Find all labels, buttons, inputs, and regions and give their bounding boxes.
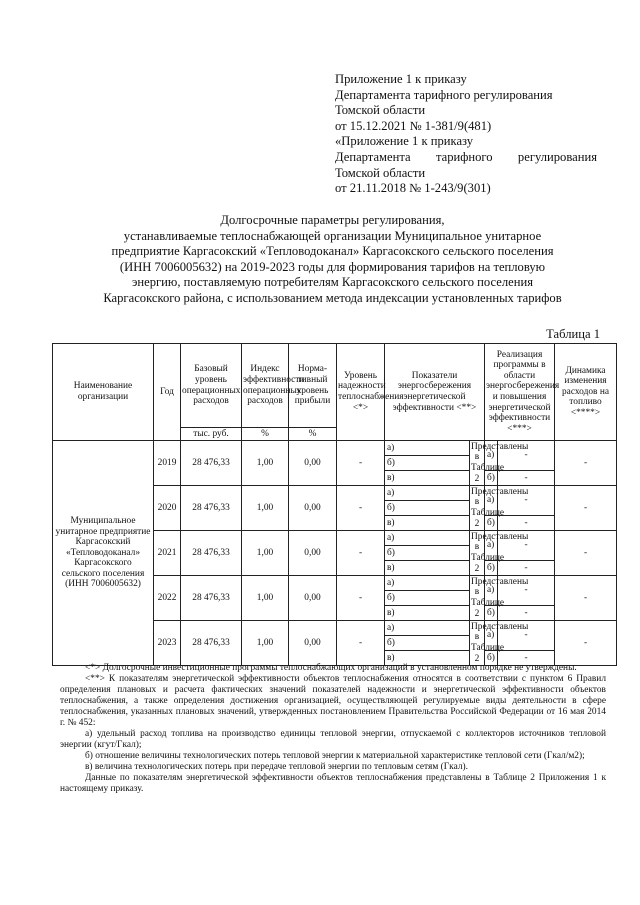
year-cell: 2022 [154, 576, 181, 621]
base-cost-cell: 28 476,33 [181, 486, 242, 531]
document-title [60, 213, 605, 307]
header-cell: Реализация программы в области энергосбережения и повышения энергетической эффективности <***> [485, 344, 555, 441]
header-cell: Уровень надежности теплоснабжения <*> [337, 344, 385, 441]
appendix-header [335, 72, 597, 197]
program-label-cell: б) [485, 561, 498, 576]
footnote: в) величина технологических потерь при передаче тепловой энергии по тепловым сетям (Гкал). [85, 762, 468, 772]
program-value-cell: - [498, 486, 555, 516]
sub-label-cell: а) [385, 576, 470, 591]
header-row [53, 344, 617, 428]
table-body [53, 344, 617, 666]
footnote: Данные по показателям энергетической эффективности объектов теплоснабжения представлены в Таблице 2 Приложения 1 к настоящему приказу. [60, 773, 606, 794]
index-cell: 1,00 [242, 486, 289, 531]
profit-cell: 0,00 [289, 486, 337, 531]
header-cell: Показатели энергосбережения энергетической эффективности <**> [385, 344, 485, 441]
sub-label-cell: б) [385, 636, 470, 651]
footnote: а) удельный расход топлива на производство единицы тепловой энергии, отпускаемой с коллекторов источников тепловой энергии (кгут/Гкал); [60, 729, 606, 750]
fuel-cell: - [555, 486, 617, 531]
reliability-cell: - [337, 486, 385, 531]
program-label-cell: а) [485, 531, 498, 561]
reliability-cell: - [337, 621, 385, 666]
appendix-line: Приложение 1 к приказу [335, 72, 467, 86]
title-line: (ИНН 7006005632) на 2019-2023 годы для формирования тарифов на тепловую [119, 259, 546, 274]
title-line: Долгосрочные параметры регулирования, [220, 213, 445, 227]
program-value-cell: - [498, 516, 555, 531]
header-cell: Базовый уровень операционных расходов [181, 344, 242, 428]
index-cell: 1,00 [242, 531, 289, 576]
sub-label-cell: б) [385, 456, 470, 471]
program-value-cell: - [498, 606, 555, 621]
program-label-cell: а) [485, 621, 498, 651]
unit-cell: тыс. руб. [181, 428, 242, 441]
header-cell: Динамика изменения расходов на топливо <****> [555, 344, 617, 441]
profit-cell: 0,00 [289, 531, 337, 576]
table-label: Таблица 1 [546, 327, 600, 341]
program-value-cell: - [498, 576, 555, 606]
appendix-line: Томской области [335, 165, 426, 180]
appendix-line: Томской области [335, 103, 426, 118]
sub-label-cell: б) [385, 501, 470, 516]
sub-label-cell: в) [385, 516, 470, 531]
program-value-cell: - [498, 531, 555, 561]
appendix-line: «Приложение 1 к приказу [335, 134, 474, 149]
energy-cell: Представлены в Таблице 2 [471, 621, 529, 664]
program-label-cell: б) [485, 651, 498, 666]
sub-label-cell: в) [385, 651, 470, 666]
program-value-cell: - [498, 621, 555, 651]
sub-label-cell: а) [385, 486, 470, 501]
energy-cell: Представлены в Таблице 2 [471, 441, 529, 484]
table-row [53, 441, 617, 456]
program-value-cell: - [498, 441, 555, 471]
program-label-cell: б) [485, 516, 498, 531]
program-value-cell: - [498, 561, 555, 576]
profit-cell: 0,00 [289, 576, 337, 621]
unit-cell: % [242, 428, 289, 441]
fuel-cell: - [555, 531, 617, 576]
base-cost-cell: 28 476,33 [181, 441, 242, 486]
program-label-cell: а) [485, 576, 498, 606]
header-cell: Норма-тивный уровень прибыли [289, 344, 337, 428]
footnote: <*> Долгосрочные инвестиционные программы теплоснабжающих организаций в установленном порядке не утверждены. [85, 663, 577, 673]
index-cell: 1,00 [242, 621, 289, 666]
program-label-cell: б) [485, 606, 498, 621]
appendix-line: Департамента тарифного регулирования [335, 149, 597, 164]
title-line: Каргасокского района, с использованием метода индексации установленных тарифов [103, 290, 562, 305]
profit-cell: 0,00 [289, 441, 337, 486]
program-label-cell: а) [485, 441, 498, 471]
fuel-cell: - [555, 441, 617, 486]
sub-label-cell: б) [385, 546, 470, 561]
title-line: устанавливаемые теплоснабжающей организации Муниципальное унитарное [123, 228, 542, 243]
appendix-line: от 15.12.2021 № 1-381/9(481) [335, 118, 492, 133]
fuel-cell: - [555, 621, 617, 666]
title-line: энергию, поставляемую потребителям Каргасокского сельского поселения [131, 275, 534, 290]
title-line: предприятие Каргасокский «Тепловодоканал» Каргасокского сельского поселения [111, 244, 554, 259]
sub-label-cell: а) [385, 441, 470, 456]
appendix-line: от 21.11.2018 № 1-243/9(301) [335, 181, 491, 196]
sub-label-cell: в) [385, 606, 470, 621]
sub-label-cell: б) [385, 591, 470, 606]
year-cell: 2019 [154, 441, 181, 486]
profit-cell: 0,00 [289, 621, 337, 666]
base-cost-cell: 28 476,33 [181, 621, 242, 666]
energy-cell: Представлены в Таблице 2 [471, 576, 529, 619]
program-label-cell: б) [485, 471, 498, 486]
header-cell: Год [154, 344, 181, 441]
base-cost-cell: 28 476,33 [181, 531, 242, 576]
footnote: <**> К показателям энергетической эффективности объектов теплоснабжения относятся в соответствии с пунктом 6 Правил определения плановых и расчета фактических значений показателей надежности и энергетической эффективности объектов теплоснабжения, а также определения достижения организацией, осуществляющей регулируемые виды деятельности в сфере теплоснабжения, указанных плановых значений, утвержденных постановлением Правительства Российской Федерации от 16 мая 2014 г. № 452: [60, 674, 606, 728]
energy-cell: Представлены в Таблице 2 [471, 486, 529, 529]
sub-label-cell: в) [385, 471, 470, 486]
sub-label-cell: а) [385, 621, 470, 636]
program-value-cell: - [498, 651, 555, 666]
parameters-table [52, 343, 617, 666]
reliability-cell: - [337, 441, 385, 486]
unit-cell: % [289, 428, 337, 441]
fuel-cell: - [555, 576, 617, 621]
year-cell: 2020 [154, 486, 181, 531]
appendix-line: Департамента тарифного регулирования [335, 87, 553, 102]
year-cell: 2023 [154, 621, 181, 666]
sub-label-cell: а) [385, 531, 470, 546]
program-value-cell: - [498, 471, 555, 486]
index-cell: 1,00 [242, 576, 289, 621]
reliability-cell: - [337, 576, 385, 621]
year-cell: 2021 [154, 531, 181, 576]
header-cell: Наименование организации [53, 344, 154, 441]
index-cell: 1,00 [242, 441, 289, 486]
base-cost-cell: 28 476,33 [181, 576, 242, 621]
header-cell: Индекс эффективности операционных расходов [242, 344, 289, 428]
energy-cell: Представлены в Таблице 2 [471, 531, 529, 574]
sub-label-cell: в) [385, 561, 470, 576]
footnote: б) отношение величины технологических потерь тепловой энергии к материальной характеристике тепловой сети (Гкал/м2); [85, 751, 585, 761]
program-label-cell: а) [485, 486, 498, 516]
org-name-cell: Муниципальное унитарное предприятие Каргасокский «Тепловодоканал» Каргасокского сельского поселения (ИНН 7006005632) [53, 441, 154, 666]
footnotes [60, 663, 606, 795]
reliability-cell: - [337, 531, 385, 576]
